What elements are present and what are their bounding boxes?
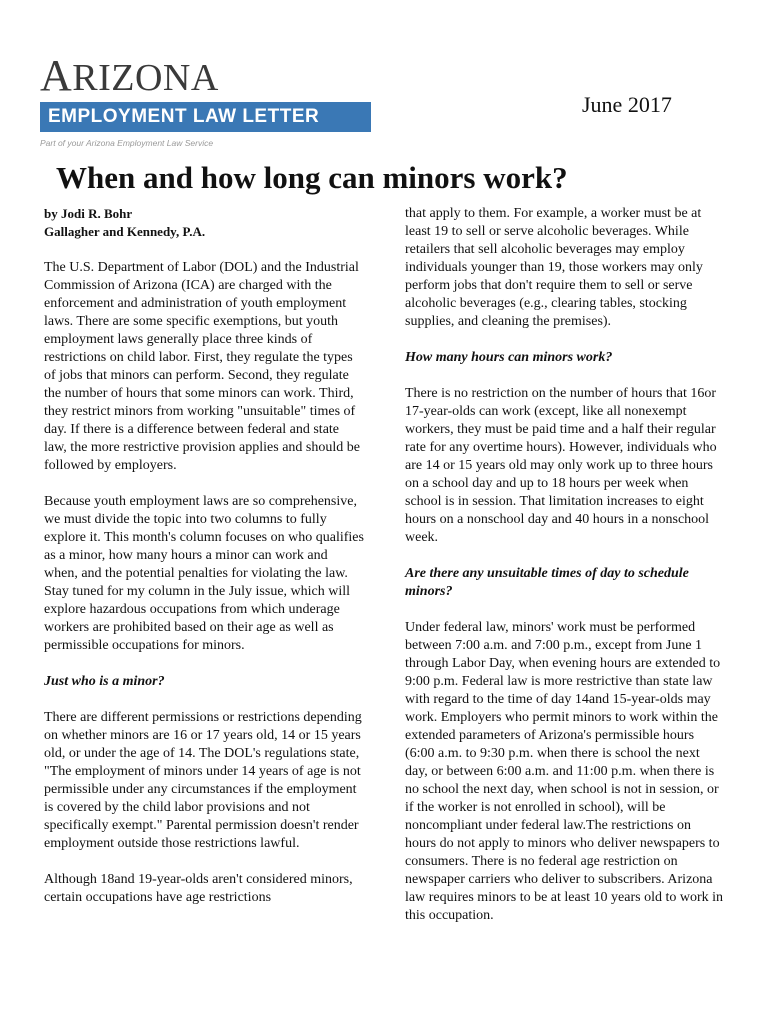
paragraph: Although 18and 19-year-olds aren't considered minors, certain occupations have age restrictions [44,872,353,905]
paragraph: that apply to them. For example, a worker must be at least 19 to sell or serve alcoholic beverages. While retailers that sell alcoholic beverages may employ individuals younger than 19, those workers may only perform jobs that don't require them to sell or serve alcoholic beverages (e.g., clearing tables, stocking supplies, and cleaning the premises). [405,206,703,329]
newsletter-title [40,51,219,100]
law-firm: Gallagher and Kennedy, P.A. [44,224,206,239]
byline [44,205,364,241]
paragraph: There are different permissions or restrictions depending on whether minors are 16 or 17 years old, 14 or 15 years old, or under the age of 14. The DOL's regulations state, "The employment of minors under 14 years of age is not permissible under any circumstances if the employment is covered by the child labor provisions and not specifically exempt." Parental permission doesn't render employment outside those restrictions lawful. [44,710,362,851]
title-rest: RIZONA [72,57,219,99]
subheading: Just who is a minor? [44,674,165,689]
subheading: How many hours can minors work? [405,350,613,365]
article-column-left [44,205,364,925]
title-initial: A [40,51,73,100]
subheading: Are there any unsuitable times of day to schedule minors? [405,566,689,599]
paragraph: Because youth employment laws are so comprehensive, we must divide the topic into two columns to fully explore it. This month's column focuses on who qualifies as a minor, how many hours a minor can work and when, and the potential penalties for violating the law. Stay tuned for my column in the July issue, which will explore hazardous occupations from which underage workers are prohibited based on their age as well as permissible occupations for minors. [44,494,364,653]
paragraph: There is no restriction on the number of hours that 16or 17-year-olds can work (except, like all nonexempt workers, they must be paid time and a half their regular rate for any overtime hours). However, individuals who are 14 or 15 years old may only work up to three hours on a school day and up to 18 hours per week when school is in session. That limitation increases to eight hours on a nonschool day and 40 hours in a nonschool week. [405,386,717,545]
issue-date: June 2017 [582,92,672,117]
author: by Jodi R. Bohr [44,206,133,221]
article-column-right [405,205,725,943]
article-headline: When and how long can minors work? [56,160,568,195]
tagline: Part of your Arizona Employment Law Service [40,138,214,148]
newsletter-banner: EMPLOYMENT LAW LETTER [40,102,371,132]
paragraph: Under federal law, minors' work must be performed between 7:00 a.m. and 7:00 p.m., except from June 1 through Labor Day, when evening hours are extended to 9:00 p.m. Federal law is more restrictive than state law with regard to the time of day 14and 15-year-olds may work. Employers who permit minors to work within the extended parameters of Arizona's permissible hours (6:00 a.m. to 9:30 p.m. when there is school the next day, or between 6:00 a.m. and 11:00 p.m. when there is no school the next day, when school is not in session, or if the worker is not enrolled in school), will be noncompliant under federal law.The restrictions on hours do not apply to minors who deliver newspapers to consumers. There is no federal age restriction on newspaper carriers who deliver to subscribers. Arizona law requires minors to be at least 10 years old to work in this occupation. [405,620,724,923]
paragraph: The U.S. Department of Labor (DOL) and the Industrial Commission of Arizona (ICA) are charged with the enforcement and administration of youth employment laws. There are some specific exemptions, but youth employment laws generally place three kinds of restrictions on child labor. First, they regulate the types of jobs that minors can perform. Second, they regulate the number of hours that some minors can work. Third, they restrict minors from working "unsuitable" times of day. If there is a difference between federal and state law, the more restrictive provision applies and should be followed by employers. [44,260,360,473]
